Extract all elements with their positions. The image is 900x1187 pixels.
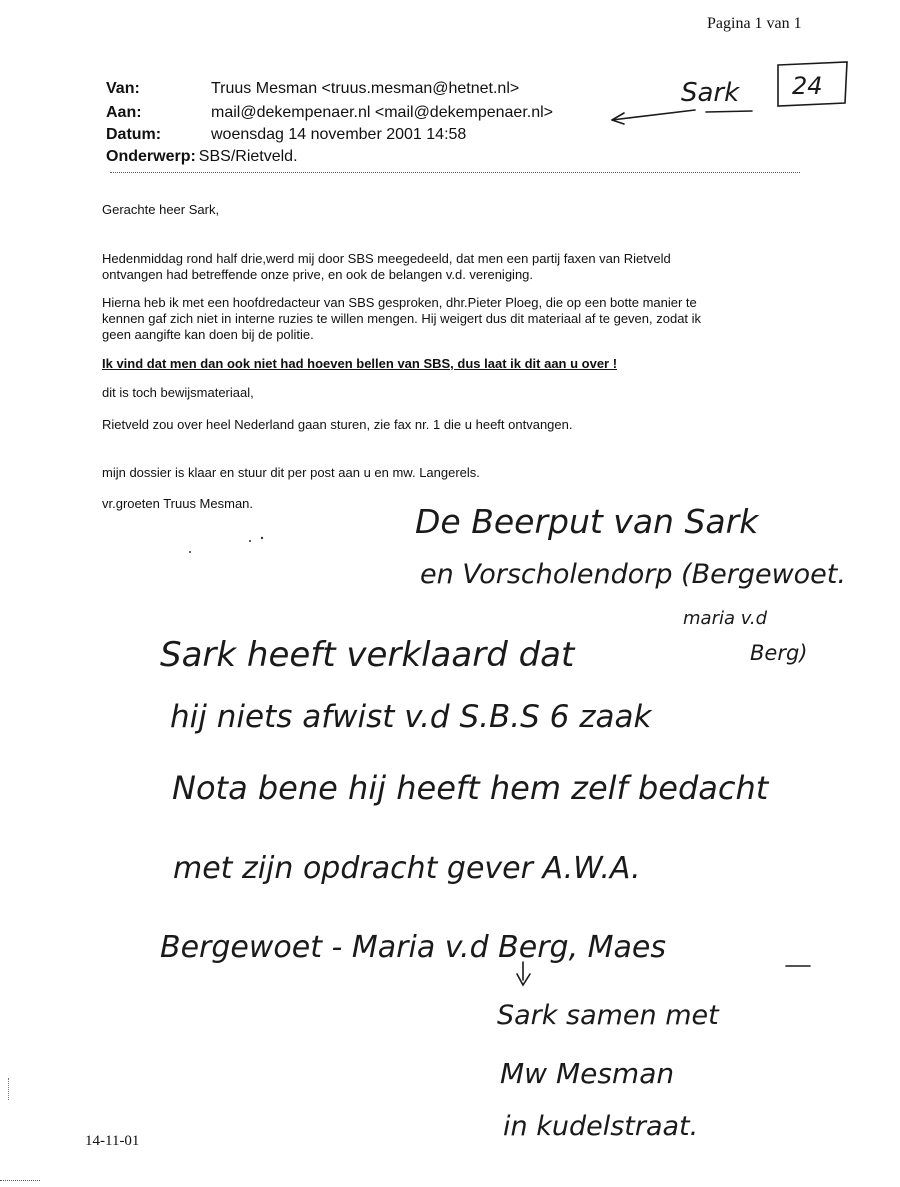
- handwriting-line-6: met zijn opdracht gever A.W.A.: [173, 851, 641, 886]
- date-value: woensdag 14 november 2001 14:58: [211, 126, 467, 143]
- handwriting-line-3-end: Berg): [750, 641, 808, 665]
- box-number: 24: [792, 72, 823, 100]
- handwriting-line-1: De Beerput van Sark: [415, 502, 759, 541]
- handwriting-line-7: Bergewoet - Maria v.d Berg, Maes: [160, 930, 667, 965]
- to-label: Aan:: [106, 104, 142, 121]
- edge-marks: [8, 1078, 9, 1100]
- handwriting-line-8: Sark samen met: [497, 1000, 719, 1031]
- paragraph-2-line-1: Hierna heb ik met een hoofdredacteur van SBS gesproken, dhr.Pieter Ploeg, die op een botte manier te: [102, 295, 697, 310]
- greeting: Gerachte heer Sark,: [102, 202, 220, 217]
- top-sark-note: Sark: [681, 78, 740, 108]
- subject-label: Onderwerp:: [106, 148, 196, 165]
- from-value: Truus Mesman <truus.mesman@hetnet.nl>: [211, 80, 520, 97]
- paragraph-3: dit is toch bewijsmateriaal,: [102, 385, 254, 400]
- paragraph-4: Rietveld zou over heel Nederland gaan sturen, zie fax nr. 1 die u heeft ontvangen.: [102, 417, 573, 432]
- page-number-header: Pagina 1 van 1: [707, 15, 802, 32]
- scan-speck: [249, 540, 251, 542]
- corner-marks: [0, 1180, 40, 1181]
- down-arrow: [517, 962, 530, 985]
- paragraph-1-line-2: ontvangen had betreffende onze prive, en ook de belangen v.d. vereniging.: [102, 267, 534, 282]
- handwriting-line-3: Sark heeft verklaard dat: [160, 635, 575, 675]
- paragraph-1-line-1: Hedenmiddag rond half drie,werd mij door SBS meegedeeld, dat men een partij faxen van Rietveld: [102, 251, 671, 266]
- subject-value: SBS/Rietveld.: [198, 148, 298, 165]
- paragraph-2-line-2: kennen gaf zich niet in interne ruzies te willen mengen. Hij weigert dus dit materiaal af te geven, zodat ik: [102, 311, 702, 326]
- arrow-line: [612, 110, 695, 120]
- date-label: Datum:: [106, 126, 162, 143]
- paragraph-2-line-3: geen aangifte kan doen bij de politie.: [102, 327, 314, 342]
- handwriting-line-4: hij niets afwist v.d S.B.S 6 zaak: [170, 699, 652, 735]
- signoff: vr.groeten Truus Mesman.: [102, 496, 254, 511]
- scan-speck: [189, 551, 191, 553]
- handwriting-line-10: in kudelstraat.: [503, 1111, 699, 1142]
- emphasis-line: Ik vind dat men dan ook niet had hoeven bellen van SBS, dus laat ik dit aan u over !: [102, 356, 618, 371]
- footer-date: 14-11-01: [85, 1133, 140, 1149]
- handwriting-line-5: Nota bene hij heeft hem zelf bedacht: [172, 769, 769, 807]
- from-label: Van:: [106, 80, 140, 97]
- paragraph-5: mijn dossier is klaar en stuur dit per post aan u en mw. Langerels.: [102, 465, 480, 480]
- sark-underline: [706, 111, 752, 112]
- to-value: mail@dekempenaer.nl <mail@dekempenaer.nl>: [211, 104, 554, 121]
- scan-speck: [261, 537, 263, 539]
- handwriting-line-2: en Vorscholendorp (Bergewoet.: [420, 559, 846, 590]
- handwriting-insert: maria v.d: [683, 608, 768, 629]
- handwriting-line-9: Mw Mesman: [500, 1057, 675, 1090]
